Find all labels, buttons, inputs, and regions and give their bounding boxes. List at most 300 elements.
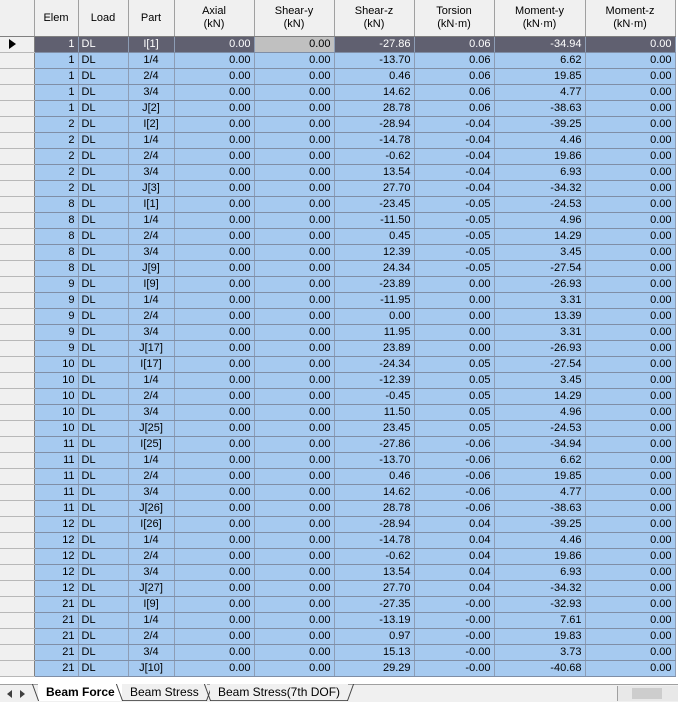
cell-moment-z[interactable]: 0.00 [585,325,675,341]
cell-part[interactable]: 3/4 [128,645,174,661]
cell-axial[interactable]: 0.00 [174,533,254,549]
cell-torsion[interactable]: -0.05 [414,229,494,245]
cell-torsion[interactable]: -0.00 [414,613,494,629]
cell-load[interactable]: DL [78,453,128,469]
cell-moment-y[interactable]: 4.77 [494,85,585,101]
cell-torsion[interactable]: 0.04 [414,549,494,565]
cell-moment-y[interactable]: 6.62 [494,453,585,469]
cell-load[interactable]: DL [78,469,128,485]
cell-shear-z[interactable]: 23.45 [334,421,414,437]
cell-moment-y[interactable]: -38.63 [494,501,585,517]
cell-elem[interactable]: 10 [34,373,78,389]
row-header[interactable] [0,149,34,165]
cell-load[interactable]: DL [78,405,128,421]
cell-axial[interactable]: 0.00 [174,229,254,245]
row-header[interactable] [0,69,34,85]
cell-shear-y[interactable]: 0.00 [254,149,334,165]
cell-elem[interactable]: 2 [34,149,78,165]
cell-shear-y[interactable]: 0.00 [254,469,334,485]
cell-moment-y[interactable]: -34.94 [494,37,585,53]
cell-elem[interactable]: 12 [34,581,78,597]
cell-shear-z[interactable]: 0.97 [334,629,414,645]
cell-axial[interactable]: 0.00 [174,389,254,405]
cell-elem[interactable]: 2 [34,165,78,181]
row-header[interactable] [0,517,34,533]
cell-moment-y[interactable]: -27.54 [494,261,585,277]
cell-elem[interactable]: 8 [34,197,78,213]
row-header[interactable] [0,597,34,613]
cell-moment-y[interactable]: -24.53 [494,421,585,437]
table-row[interactable] [0,469,675,485]
cell-shear-z[interactable]: 13.54 [334,565,414,581]
cell-moment-z[interactable]: 0.00 [585,389,675,405]
cell-torsion[interactable]: -0.05 [414,213,494,229]
column-header-moment-z[interactable]: Moment-z (kN·m) [585,0,675,37]
cell-axial[interactable]: 0.00 [174,661,254,677]
cell-shear-z[interactable]: 11.50 [334,405,414,421]
cell-moment-y[interactable]: 3.73 [494,645,585,661]
cell-torsion[interactable]: 0.04 [414,565,494,581]
cell-shear-z[interactable]: -11.95 [334,293,414,309]
table-row[interactable] [0,565,675,581]
cell-moment-y[interactable]: 6.93 [494,565,585,581]
cell-shear-z[interactable]: 27.70 [334,581,414,597]
row-header[interactable] [0,629,34,645]
cell-load[interactable]: DL [78,389,128,405]
table-row[interactable] [0,421,675,437]
cell-elem[interactable]: 8 [34,213,78,229]
cell-shear-z[interactable]: -11.50 [334,213,414,229]
cell-load[interactable]: DL [78,581,128,597]
cell-load[interactable]: DL [78,117,128,133]
row-header[interactable] [0,373,34,389]
cell-shear-y[interactable]: 0.00 [254,485,334,501]
cell-torsion[interactable]: 0.04 [414,581,494,597]
cell-shear-y[interactable]: 0.00 [254,405,334,421]
table-row[interactable] [0,133,675,149]
tab-beam-stress-7th-dof[interactable] [210,684,348,701]
cell-part[interactable]: J[27] [128,581,174,597]
cell-torsion[interactable]: -0.04 [414,149,494,165]
cell-part[interactable]: I[1] [128,37,174,53]
cell-load[interactable]: DL [78,165,128,181]
cell-axial[interactable]: 0.00 [174,53,254,69]
cell-axial[interactable]: 0.00 [174,565,254,581]
cell-moment-y[interactable]: 7.61 [494,613,585,629]
row-header[interactable] [0,37,34,53]
cell-load[interactable]: DL [78,517,128,533]
cell-shear-y[interactable]: 0.00 [254,565,334,581]
cell-torsion[interactable]: -0.06 [414,469,494,485]
row-header[interactable] [0,165,34,181]
table-row[interactable] [0,613,675,629]
cell-load[interactable]: DL [78,421,128,437]
cell-torsion[interactable]: 0.06 [414,85,494,101]
table-row[interactable] [0,405,675,421]
cell-axial[interactable]: 0.00 [174,165,254,181]
cell-moment-y[interactable]: 6.62 [494,53,585,69]
row-header[interactable] [0,549,34,565]
table-row[interactable] [0,197,675,213]
row-header[interactable] [0,581,34,597]
cell-axial[interactable]: 0.00 [174,613,254,629]
cell-part[interactable]: I[2] [128,117,174,133]
cell-shear-y[interactable]: 0.00 [254,165,334,181]
cell-torsion[interactable]: 0.00 [414,309,494,325]
cell-moment-z[interactable]: 0.00 [585,309,675,325]
cell-part[interactable]: I[9] [128,277,174,293]
cell-torsion[interactable]: -0.04 [414,181,494,197]
cell-moment-y[interactable]: -39.25 [494,517,585,533]
cell-part[interactable]: J[17] [128,341,174,357]
column-header-shear-z[interactable]: Shear-z (kN) [334,0,414,37]
cell-moment-z[interactable]: 0.00 [585,469,675,485]
cell-shear-z[interactable]: -27.35 [334,597,414,613]
cell-load[interactable]: DL [78,181,128,197]
cell-torsion[interactable]: -0.04 [414,165,494,181]
cell-load[interactable]: DL [78,245,128,261]
cell-shear-z[interactable]: 11.95 [334,325,414,341]
cell-torsion[interactable]: -0.06 [414,453,494,469]
cell-axial[interactable]: 0.00 [174,357,254,373]
cell-shear-z[interactable]: -0.62 [334,149,414,165]
table-row[interactable] [0,85,675,101]
cell-load[interactable]: DL [78,277,128,293]
cell-elem[interactable]: 10 [34,405,78,421]
cell-moment-z[interactable]: 0.00 [585,645,675,661]
column-header-torsion[interactable]: Torsion (kN·m) [414,0,494,37]
cell-axial[interactable]: 0.00 [174,325,254,341]
cell-moment-z[interactable]: 0.00 [585,181,675,197]
cell-elem[interactable]: 21 [34,661,78,677]
cell-torsion[interactable]: 0.00 [414,341,494,357]
cell-load[interactable]: DL [78,261,128,277]
cell-part[interactable]: 2/4 [128,629,174,645]
table-row[interactable] [0,181,675,197]
cell-elem[interactable]: 21 [34,597,78,613]
cell-part[interactable]: 1/4 [128,133,174,149]
row-header[interactable] [0,437,34,453]
table-row[interactable] [0,277,675,293]
corner-cell[interactable] [0,0,34,37]
cell-shear-y[interactable]: 0.00 [254,373,334,389]
cell-shear-z[interactable]: -13.70 [334,53,414,69]
row-header[interactable] [0,309,34,325]
table-row[interactable] [0,645,675,661]
cell-axial[interactable]: 0.00 [174,197,254,213]
cell-shear-z[interactable]: 28.78 [334,501,414,517]
cell-moment-z[interactable]: 0.00 [585,613,675,629]
cell-moment-z[interactable]: 0.00 [585,581,675,597]
cell-moment-z[interactable]: 0.00 [585,341,675,357]
cell-moment-z[interactable]: 0.00 [585,213,675,229]
row-header[interactable] [0,389,34,405]
cell-elem[interactable]: 9 [34,293,78,309]
cell-elem[interactable]: 2 [34,117,78,133]
cell-moment-y[interactable]: 4.46 [494,533,585,549]
cell-part[interactable]: 1/4 [128,293,174,309]
cell-shear-y[interactable]: 0.00 [254,277,334,293]
cell-axial[interactable]: 0.00 [174,277,254,293]
cell-load[interactable]: DL [78,229,128,245]
cell-torsion[interactable]: -0.06 [414,501,494,517]
cell-torsion[interactable]: -0.00 [414,661,494,677]
cell-torsion[interactable]: 0.00 [414,277,494,293]
cell-shear-z[interactable]: -28.94 [334,117,414,133]
cell-axial[interactable]: 0.00 [174,581,254,597]
cell-shear-z[interactable]: 29.29 [334,661,414,677]
cell-axial[interactable]: 0.00 [174,501,254,517]
cell-moment-z[interactable]: 0.00 [585,517,675,533]
cell-shear-y[interactable]: 0.00 [254,389,334,405]
cell-shear-z[interactable]: -0.45 [334,389,414,405]
cell-moment-z[interactable]: 0.00 [585,629,675,645]
row-header[interactable] [0,101,34,117]
cell-moment-y[interactable]: 3.31 [494,293,585,309]
table-row[interactable] [0,357,675,373]
cell-load[interactable]: DL [78,197,128,213]
cell-torsion[interactable]: -0.00 [414,629,494,645]
cell-torsion[interactable]: 0.05 [414,421,494,437]
cell-moment-y[interactable]: 4.46 [494,133,585,149]
cell-axial[interactable]: 0.00 [174,117,254,133]
cell-shear-z[interactable]: -14.78 [334,533,414,549]
cell-shear-z[interactable]: -13.19 [334,613,414,629]
cell-shear-y[interactable]: 0.00 [254,181,334,197]
cell-part[interactable]: J[10] [128,661,174,677]
column-header-load[interactable]: Load [78,0,128,37]
cell-moment-z[interactable]: 0.00 [585,597,675,613]
cell-torsion[interactable]: 0.05 [414,389,494,405]
cell-torsion[interactable]: 0.00 [414,325,494,341]
cell-axial[interactable]: 0.00 [174,517,254,533]
row-header[interactable] [0,229,34,245]
column-header-axial[interactable]: Axial (kN) [174,0,254,37]
cell-part[interactable]: 2/4 [128,389,174,405]
cell-shear-z[interactable]: 0.00 [334,309,414,325]
cell-moment-z[interactable]: 0.00 [585,565,675,581]
cell-part[interactable]: I[17] [128,357,174,373]
table-row[interactable] [0,37,675,53]
cell-shear-y[interactable]: 0.00 [254,197,334,213]
cell-shear-z[interactable]: -13.70 [334,453,414,469]
cell-load[interactable]: DL [78,101,128,117]
cell-axial[interactable]: 0.00 [174,245,254,261]
cell-elem[interactable]: 8 [34,245,78,261]
cell-part[interactable]: 3/4 [128,565,174,581]
row-header[interactable] [0,277,34,293]
cell-part[interactable]: 1/4 [128,213,174,229]
cell-part[interactable]: 1/4 [128,453,174,469]
cell-load[interactable]: DL [78,149,128,165]
cell-shear-y[interactable]: 0.00 [254,533,334,549]
cell-load[interactable]: DL [78,85,128,101]
row-header[interactable] [0,181,34,197]
tab-scroll-right-button[interactable] [16,687,28,700]
cell-moment-y[interactable]: 3.45 [494,245,585,261]
row-header[interactable] [0,405,34,421]
cell-moment-y[interactable]: 19.86 [494,149,585,165]
cell-moment-z[interactable]: 0.00 [585,533,675,549]
table-row[interactable] [0,485,675,501]
cell-moment-z[interactable]: 0.00 [585,245,675,261]
cell-load[interactable]: DL [78,213,128,229]
table-row[interactable] [0,629,675,645]
cell-moment-y[interactable]: -40.68 [494,661,585,677]
cell-load[interactable]: DL [78,69,128,85]
cell-elem[interactable]: 1 [34,37,78,53]
cell-elem[interactable]: 11 [34,501,78,517]
row-header[interactable] [0,245,34,261]
cell-part[interactable]: J[3] [128,181,174,197]
cell-axial[interactable]: 0.00 [174,485,254,501]
cell-elem[interactable]: 1 [34,101,78,117]
row-header[interactable] [0,213,34,229]
row-header[interactable] [0,117,34,133]
cell-axial[interactable]: 0.00 [174,645,254,661]
cell-axial[interactable]: 0.00 [174,69,254,85]
cell-elem[interactable]: 9 [34,309,78,325]
cell-shear-y[interactable]: 0.00 [254,549,334,565]
cell-axial[interactable]: 0.00 [174,437,254,453]
row-header[interactable] [0,133,34,149]
column-header-elem[interactable]: Elem [34,0,78,37]
cell-load[interactable]: DL [78,533,128,549]
cell-shear-y[interactable]: 0.00 [254,517,334,533]
cell-part[interactable]: I[25] [128,437,174,453]
cell-moment-y[interactable]: -39.25 [494,117,585,133]
cell-moment-y[interactable]: 3.45 [494,373,585,389]
cell-shear-y[interactable]: 0.00 [254,581,334,597]
cell-shear-z[interactable]: 27.70 [334,181,414,197]
cell-elem[interactable]: 1 [34,53,78,69]
cell-moment-z[interactable]: 0.00 [585,133,675,149]
cell-part[interactable]: 2/4 [128,229,174,245]
cell-moment-y[interactable]: 4.77 [494,485,585,501]
cell-axial[interactable]: 0.00 [174,85,254,101]
table-row[interactable] [0,325,675,341]
table-row[interactable] [0,69,675,85]
cell-shear-z[interactable]: 28.78 [334,101,414,117]
cell-load[interactable]: DL [78,565,128,581]
cell-shear-y[interactable]: 0.00 [254,309,334,325]
row-header[interactable] [0,261,34,277]
cell-moment-z[interactable]: 0.00 [585,37,675,53]
cell-moment-y[interactable]: 19.85 [494,69,585,85]
cell-load[interactable]: DL [78,325,128,341]
cell-shear-z[interactable]: 14.62 [334,485,414,501]
cell-torsion[interactable]: 0.04 [414,517,494,533]
table-row[interactable] [0,437,675,453]
cell-moment-z[interactable]: 0.00 [585,293,675,309]
cell-moment-y[interactable]: 4.96 [494,213,585,229]
cell-moment-z[interactable]: 0.00 [585,549,675,565]
table-row[interactable] [0,293,675,309]
cell-shear-z[interactable]: -23.89 [334,277,414,293]
tab-beam-stress[interactable] [122,684,207,701]
cell-shear-y[interactable]: 0.00 [254,117,334,133]
cell-load[interactable]: DL [78,373,128,389]
table-row[interactable] [0,53,675,69]
cell-part[interactable]: 3/4 [128,85,174,101]
cell-load[interactable]: DL [78,629,128,645]
table-row[interactable] [0,533,675,549]
cell-moment-y[interactable]: 14.29 [494,229,585,245]
cell-shear-y[interactable]: 0.00 [254,293,334,309]
cell-elem[interactable]: 12 [34,533,78,549]
cell-axial[interactable]: 0.00 [174,181,254,197]
cell-shear-z[interactable]: 23.89 [334,341,414,357]
cell-elem[interactable]: 1 [34,69,78,85]
cell-shear-z[interactable]: -27.86 [334,437,414,453]
cell-part[interactable]: 3/4 [128,165,174,181]
cell-torsion[interactable]: -0.05 [414,197,494,213]
table-row[interactable] [0,517,675,533]
cell-part[interactable]: 1/4 [128,613,174,629]
cell-shear-z[interactable]: -14.78 [334,133,414,149]
cell-elem[interactable]: 9 [34,277,78,293]
cell-shear-z[interactable]: 0.46 [334,69,414,85]
cell-shear-y[interactable]: 0.00 [254,133,334,149]
cell-moment-y[interactable]: 4.96 [494,405,585,421]
cell-axial[interactable]: 0.00 [174,149,254,165]
cell-moment-z[interactable]: 0.00 [585,69,675,85]
cell-load[interactable]: DL [78,37,128,53]
cell-shear-y[interactable]: 0.00 [254,69,334,85]
cell-torsion[interactable]: -0.04 [414,133,494,149]
cell-axial[interactable]: 0.00 [174,133,254,149]
cell-axial[interactable]: 0.00 [174,629,254,645]
cell-shear-z[interactable]: 15.13 [334,645,414,661]
cell-part[interactable]: I[9] [128,597,174,613]
cell-shear-y[interactable]: 0.00 [254,325,334,341]
row-header[interactable] [0,357,34,373]
cell-axial[interactable]: 0.00 [174,453,254,469]
cell-shear-y[interactable]: 0.00 [254,229,334,245]
cell-torsion[interactable]: -0.04 [414,117,494,133]
table-row[interactable] [0,597,675,613]
cell-torsion[interactable]: 0.05 [414,373,494,389]
cell-elem[interactable]: 9 [34,325,78,341]
cell-load[interactable]: DL [78,341,128,357]
cell-moment-z[interactable]: 0.00 [585,229,675,245]
cell-axial[interactable]: 0.00 [174,469,254,485]
row-header[interactable] [0,661,34,677]
cell-part[interactable]: 3/4 [128,405,174,421]
cell-moment-y[interactable]: -34.32 [494,581,585,597]
cell-part[interactable]: 1/4 [128,53,174,69]
cell-shear-z[interactable]: 14.62 [334,85,414,101]
cell-part[interactable]: 2/4 [128,309,174,325]
cell-moment-y[interactable]: -27.54 [494,357,585,373]
cell-load[interactable]: DL [78,133,128,149]
table-row[interactable] [0,389,675,405]
cell-elem[interactable]: 11 [34,437,78,453]
cell-load[interactable]: DL [78,613,128,629]
cell-part[interactable]: 3/4 [128,325,174,341]
cell-shear-z[interactable]: -27.86 [334,37,414,53]
cell-torsion[interactable]: 0.06 [414,101,494,117]
cell-torsion[interactable]: -0.05 [414,245,494,261]
cell-moment-y[interactable]: -34.32 [494,181,585,197]
cell-shear-z[interactable]: -28.94 [334,517,414,533]
cell-shear-z[interactable]: 0.45 [334,229,414,245]
cell-moment-y[interactable]: 19.83 [494,629,585,645]
cell-shear-y[interactable]: 0.00 [254,341,334,357]
cell-part[interactable]: J[9] [128,261,174,277]
cell-part[interactable]: 1/4 [128,533,174,549]
cell-moment-z[interactable]: 0.00 [585,117,675,133]
